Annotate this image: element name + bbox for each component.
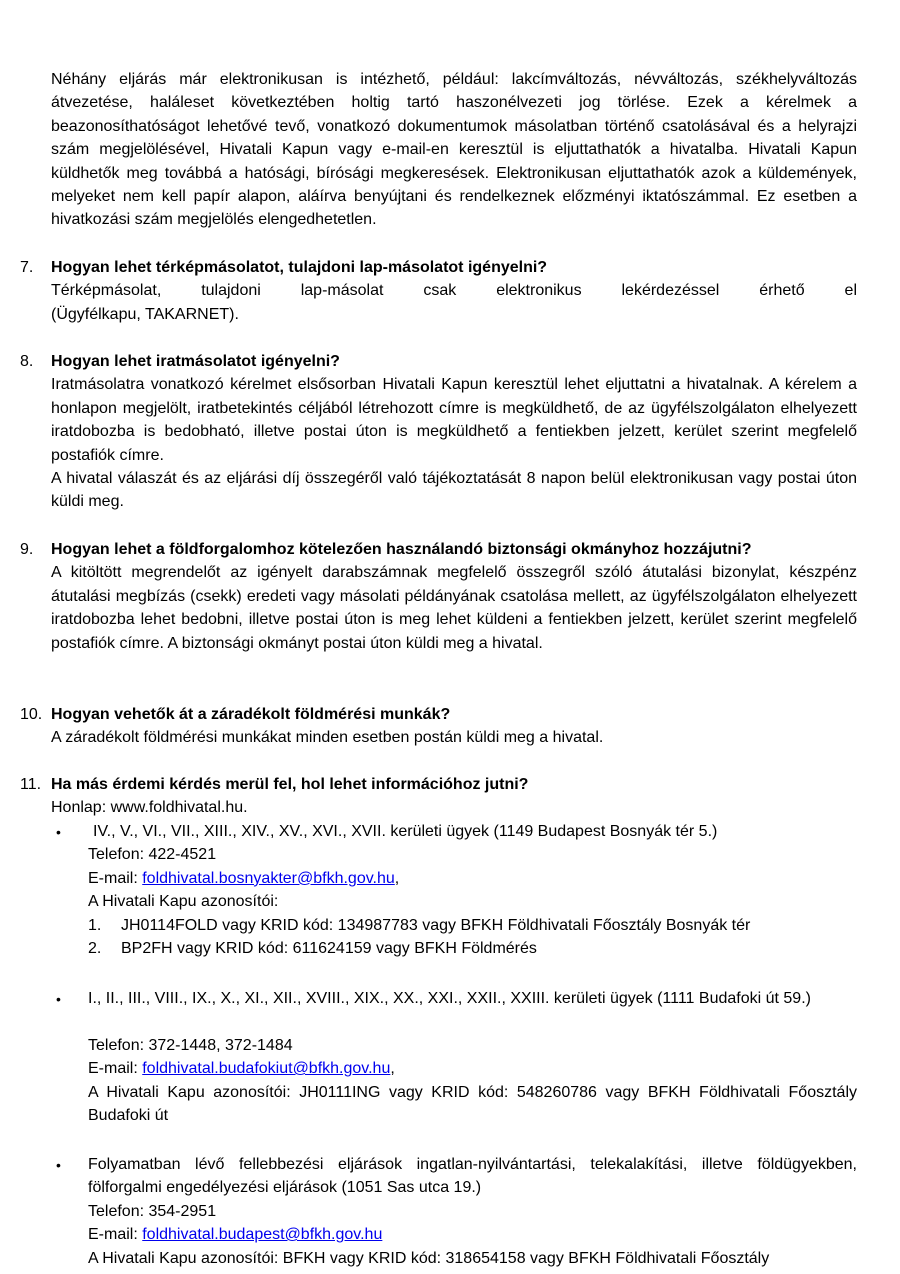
office1-email-line bbox=[88, 867, 857, 890]
kapu-id-text: BP2FH vagy KRID kód: 611624159 vagy BFKH Földmérés bbox=[121, 940, 537, 957]
question-title: Hogyan lehet a földforgalomhoz kötelezően használandó biztonsági okmányhoz hozzájutni? bbox=[51, 541, 752, 558]
answer-paragraph: A kitöltött megrendelőt az igényelt darabszámnak megfelelő összegről szóló átutalási bizonylat, készpénz átutalási megbízás (csekk) eredeti vagy másolati példányának csatolása mellett, az ügyfélszolgálaton elhelyezett iratdobozba lehet bedobni, illetve postai úton is meg lehet küldeni a fentiekben jelzett, kerület szerint megfelelő postafiók címre. A biztonsági okmányt postai úton küldi meg a hivatal. bbox=[51, 564, 857, 652]
email-suffix: , bbox=[394, 869, 400, 887]
bullet-icon: • bbox=[56, 1157, 61, 1173]
answer-paragraph: A hivatal válaszát és az eljárási díj összegéről való tájékoztatását 8 napon belül elektronikusan vagy postai úton küldi meg. bbox=[51, 470, 857, 511]
answer-line: Térképmásolat, tulajdoni lap-másolat csak elektronikus lekérdezéssel érhető el bbox=[51, 282, 857, 300]
intro-paragraph: Néhány eljárás már elektronikusan is intézhető, például: lakcímváltozás, névváltozás, székhelyváltozás átvezetése, haláleset következtében holtig tartó haszonélvezeti jog törlése. Ezek a kérelmek a beazonosíthatóságot lehetővé tevő, vonatkozó dokumentumok másolatban történő csatolásával és a helyrajzi szám megjelölésével, Hivatali Kapun vagy e-mail-en keresztül is eljuttathatók a hivatalba. Hivatali Kapun küldhetők meg továbbá a hatósági, bírósági megkeresések. Elektronikusan eljuttathatók azok a küldemények, melyeket nem kell papír alapon, aláírva benyújtani és rendelkeznek előzményi iktatószámmal. Ez esetben a hivatkozási szám megjelölés elengedhetetlen. bbox=[51, 71, 857, 229]
office1-districts: IV., V., VI., VII., XIII., XIV., XV., XVI., XVII. kerületi ügyek (1149 Budapest Bosnyák tér 5.) bbox=[93, 823, 718, 840]
kapu-id-number: 2. bbox=[88, 940, 102, 957]
office3-email-link[interactable]: foldhivatal.budapest@bfkh.gov.hu bbox=[142, 1226, 383, 1244]
office1-kapu-label: A Hivatali Kapu azonosítói: bbox=[88, 893, 279, 911]
email-label: E-mail: bbox=[88, 1060, 143, 1078]
office3-kapu: A Hivatali Kapu azonosítói: BFKH vagy KRID kód: 318654158 vagy BFKH Földhivatali Főosztály bbox=[88, 1249, 770, 1267]
office2-email-line bbox=[88, 1057, 857, 1080]
office3-phone: Telefon: 354-2951 bbox=[88, 1202, 217, 1220]
answer-line: (Ügyfélkapu, TAKARNET). bbox=[51, 305, 239, 323]
kapu-id-text: JH0114FOLD vagy KRID kód: 134987783 vagy BFKH Földhivatali Főosztály Bosnyák tér bbox=[121, 916, 751, 934]
bullet-icon: • bbox=[56, 991, 61, 1007]
office2-kapu: A Hivatali Kapu azonosítói: JH0111ING vagy KRID kód: 548260786 vagy BFKH Földhivatali Főosztály Budafoki út bbox=[88, 1083, 857, 1124]
email-label: E-mail: bbox=[88, 1226, 143, 1244]
homepage-line: Honlap: www.foldhivatal.hu. bbox=[51, 799, 248, 817]
question-title: Ha más érdemi kérdés merül fel, hol lehet információhoz jutni? bbox=[51, 776, 529, 793]
bullet-icon: • bbox=[56, 824, 61, 840]
answer-line: A záradékolt földmérési munkákat minden esetben postán küldi meg a hivatal. bbox=[51, 729, 604, 747]
question-number: 8. bbox=[20, 353, 34, 370]
question-number: 11. bbox=[20, 776, 42, 793]
kapu-id-number: 1. bbox=[88, 916, 102, 934]
question-title: Hogyan vehetők át a záradékolt földmérési munkák? bbox=[51, 706, 451, 723]
question-title: Hogyan lehet iratmásolatot igényelni? bbox=[51, 353, 340, 370]
office2-email-link[interactable]: foldhivatal.budafokiut@bfkh.gov.hu bbox=[142, 1060, 391, 1078]
answer-paragraph: Iratmásolatra vonatkozó kérelmet elsősorban Hivatali Kapun keresztül lehet eljuttatni a hivatalnak. A kérelem a honlapon megjelölt, iratbetekintés céljából létrehozott címre is megküldhető, de az ügyfélszolgálaton elhelyezett iratdobozba is bedobható, illetve postai úton is megküldhető a fentiekben jelzett, kerület szerint megfelelő postafiók címre. bbox=[51, 376, 857, 464]
office2-phone: Telefon: 372-1448, 372-1484 bbox=[88, 1036, 293, 1054]
email-suffix: , bbox=[390, 1060, 395, 1078]
office3-desc: Folyamatban lévő fellebbezési eljárások ingatlan-nyilvántartási, telekalakítási, illetve földügyekben, fölforgalmi engedélyezési eljárások (1051 Sas utca 19.) bbox=[88, 1156, 857, 1197]
question-number: 9. bbox=[20, 541, 34, 558]
office1-email-link[interactable]: foldhivatal.bosnyakter@bfkh.gov.hu bbox=[142, 869, 395, 887]
question-title: Hogyan lehet térképmásolatot, tulajdoni lap-másolatot igényelni? bbox=[51, 259, 548, 276]
email-label: E-mail: bbox=[88, 869, 143, 887]
question-number: 10. bbox=[20, 706, 43, 723]
office3-email-line bbox=[88, 1223, 857, 1246]
office1-phone: Telefon: 422-4521 bbox=[88, 846, 217, 864]
office2-districts: I., II., III., VIII., IX., X., XI., XII., XVIII., XIX., XX., XXI., XXII., XXIII. kerületi ügyek (1111 Budafoki út 59.) bbox=[88, 990, 811, 1007]
question-number: 7. bbox=[20, 259, 34, 276]
